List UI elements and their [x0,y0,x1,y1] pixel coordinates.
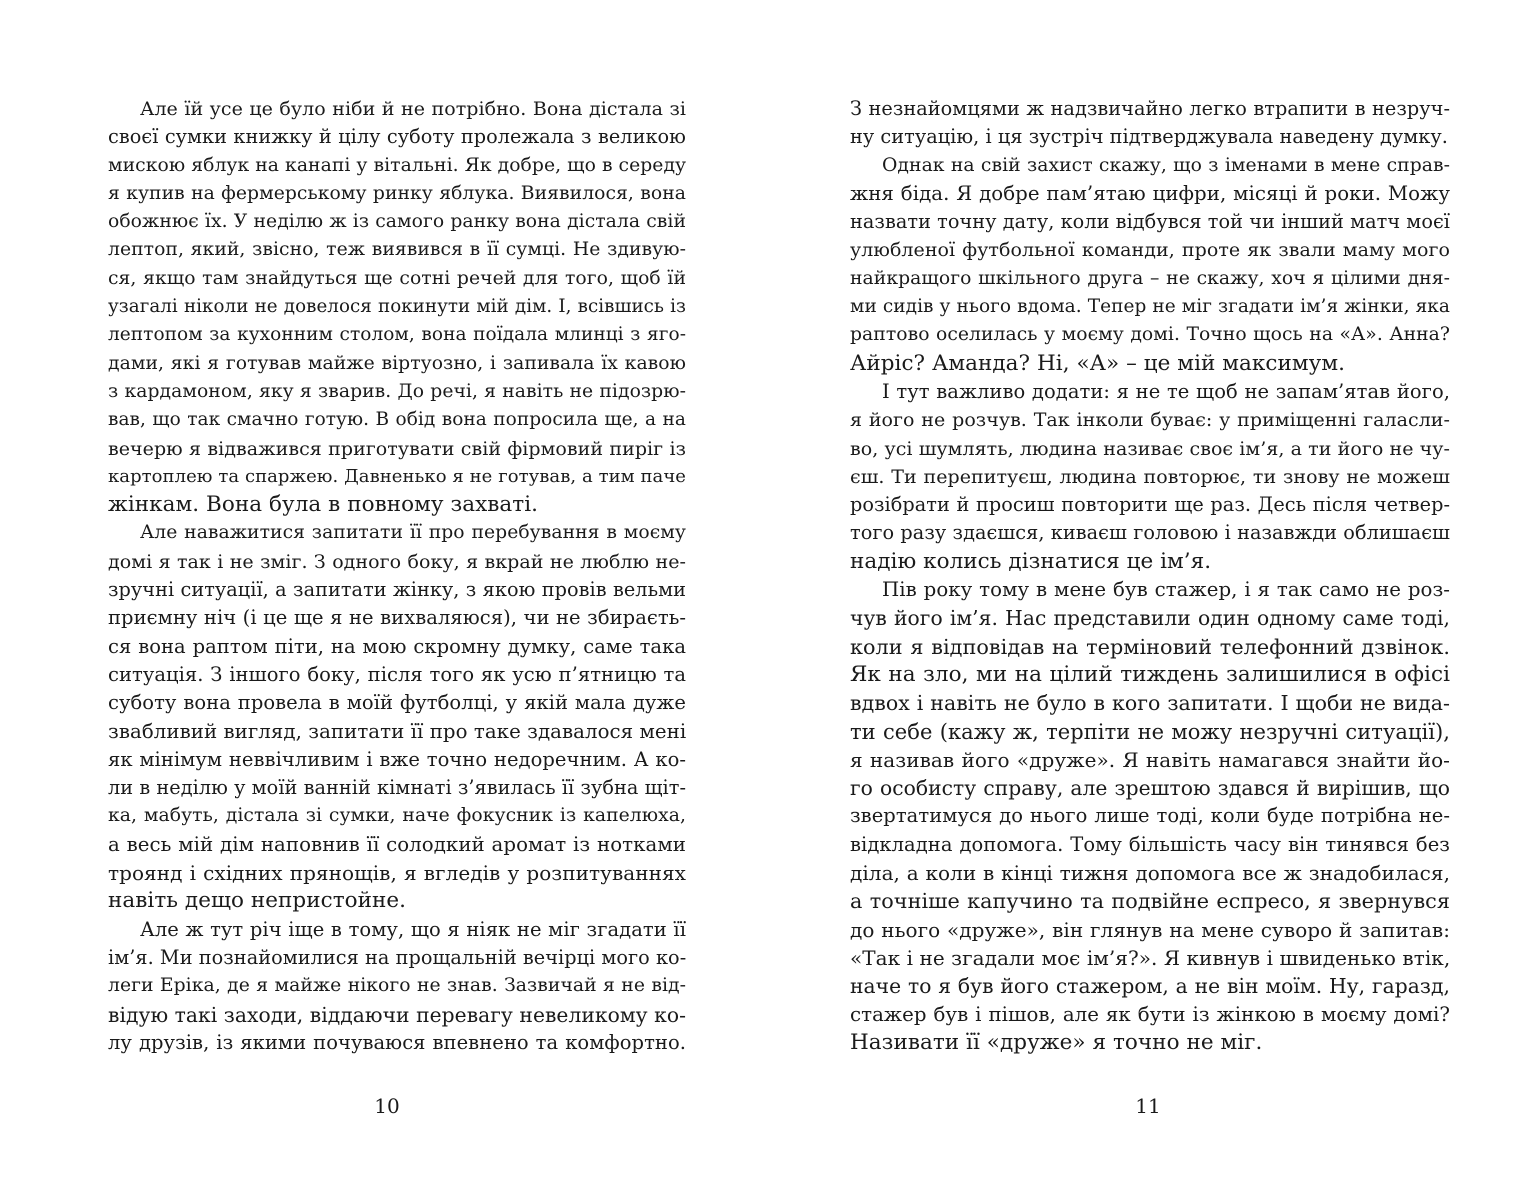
left-page-text [108,95,686,1057]
text-line: І тут важливо додати: я не те щоб не запам’ятав його, [882,379,1450,403]
text-line: єш. Ти перепитуєш, людина повторює, ти знову не можеш [850,465,1450,488]
text-line: вечерю я відважився приготувати свій фірмовий пиріг із [108,437,686,460]
text-line: Як на зло, ми на цілий тиждень залишилися в офісі [850,661,1450,687]
text-line: ли в неділю у моїй ванній кімнаті з’явилась її зубна щіт- [108,776,686,800]
text-line: я його не розчув. Так інколи буває: у приміщенні галасли- [850,409,1450,432]
text-line: леги Еріка, де я майже нікого не знав. Зазвичай я не від- [108,975,686,997]
text-line: лептопом за кухонним столом, вона поїдала млинці з яго- [108,324,686,346]
text-line: во, усі шумлять, людина називає своє ім’я, а ти його не чу- [850,437,1450,460]
text-line: приємну ніч (і це ще я не вихваляюся), чи не збираєть- [108,606,686,630]
text-line: лептоп, який, звісно, теж виявився в її сумці. Не здивую- [108,239,686,261]
text-line: картоплею та спаржею. Давненько я не готував, а тим паче [108,465,686,487]
text-line: ситуація. З іншого боку, після того як усю п’ятницю та [108,662,686,686]
text-line: ми сидів у нього вдома. Тепер не міг згадати ім’я жінки, яка [850,296,1450,318]
text-line: вав, що так смачно готую. В обід вона попросила ще, а на [108,409,686,431]
text-line: Але ж тут річ іще в тому, що я ніяк не міг згадати її [140,917,686,941]
text-line: з кардамоном, яку я зварив. До речі, я навіть не підозрю- [108,380,686,402]
text-line: улюбленої футбольної команди, проте як звали маму мого [850,239,1450,262]
text-line: я купив на фермерському ринку яблука. Виявилося, вона [108,182,686,204]
text-line: звабливий вигляд, запитати її про таке здавалося мені [108,719,687,743]
text-line: наче то я був його стажером, а не він моїм. Ну, гаразд, [850,974,1450,999]
text-line: обожнює їх. У неділю ж із самого ранку вона дістала свій [108,211,686,233]
text-line: своєї сумки книжку й цілу суботу пролежала з великою [108,125,686,149]
text-line: троянд і східних прянощів, я вгледів у розпитуваннях [108,861,686,886]
text-line: жня біда. Я добре пам’ятаю цифри, місяці й роки. Можу [850,181,1450,205]
text-line: ім’я. Ми познайомилися на прощальній вечірці мого ко- [108,945,687,969]
text-line: Пів року тому в мене був стажер, і я так само не роз- [882,578,1450,602]
text-line: го особисту справу, але зрештою здався й вирішив, що [850,776,1450,801]
text-line: жінкам. Вона була в повному захваті. [108,492,539,518]
text-line: відую такі заходи, віддаючи перевагу невеликому ко- [108,1002,686,1027]
text-line: я називав його «друже». Я навіть намагався знайти йо- [850,747,1450,772]
text-line: ся, якщо там знайдуться ще сотні речей для того, щоб їй [108,267,686,289]
text-line: навіть дещо непристойне. [108,888,407,914]
right-page-text [850,95,1450,1057]
text-line: розібрати й просиш повторити ще раз. Десь після четвер- [850,493,1450,517]
text-line: ся вона раптом піти, на мою скромну думку, саме така [108,634,686,658]
page-number-left: 10 [374,1094,400,1118]
text-line: до нього «друже», він глянув на мене суворо й запитав: [850,917,1450,942]
text-line: стажер був і пішов, але як бути із жінкою в моєму домі? [850,1002,1450,1026]
text-line: суботу вона провела в моїй футболці, у якій мала дуже [108,691,686,715]
text-line: мискою яблук на канапі у вітальні. Як добре, що в середу [108,154,687,176]
text-line: ти себе (кажу ж, терпіти не можу незручні ситуації), [850,719,1450,744]
text-line: Айріс? Аманда? Ні, «А» – це мій максимум. [850,350,1346,376]
text-line: а весь мій дім наповнив її солодкий аромат із нотками [108,832,686,856]
text-line: найкращого шкільного друга – не скажу, хоч я цілими дня- [850,267,1450,289]
text-line: вдвох і навіть не було в кого запитати. І щоби не вида- [850,691,1450,716]
text-line: Але їй усе це було ніби й не потрібно. Вона дістала зі [140,98,686,120]
text-line: узагалі ніколи не довелося покинути мій дім. І, всівшись із [108,296,686,318]
text-line: відкладна допомога. Тому більшість часу він тинявся без [850,832,1450,856]
text-line: ка, мабуть, дістала зі сумки, наче фокусник із капелюха, [108,805,686,827]
text-line: З незнайомцями ж надзвичайно легко втрапити в незруч- [850,97,1450,120]
text-line: чув його ім’я. Нас представили один одному саме тоді, [850,606,1450,631]
text-line: а точніше капучино та подвійне еспресо, я звернувся [850,889,1450,914]
text-line: дами, які я готував майже віртуозно, і запивала їх кавою [108,352,686,374]
text-line: діла, а коли в кінці тижня допомога все ж знадобилася, [850,861,1450,886]
page-number-right: 11 [1135,1094,1161,1118]
text-line: Але наважитися запитати її про перебування в моєму [140,522,686,544]
text-line: назвати точну дату, коли відбувся той чи інший матч моєї [850,210,1450,234]
text-line: як мінімум неввічливим і вже точно недоречним. А ко- [108,747,686,771]
text-line: ну ситуацію, і ця зустріч підтверджувала наведену думку. [850,125,1448,149]
text-line: раптово оселилась у моєму домі. Точно щось на «А». Анна? [850,324,1450,346]
text-line: Однак на свій захист скажу, що з іменами в мене справ- [882,154,1450,176]
text-line: лу друзів, із якими почуваюся впевнено та комфортно. [108,1030,686,1054]
text-line: коли я відповідав на терміновий телефонний дзвінок. [850,634,1450,659]
text-line: того разу здаєшся, киваєш головою і назавжди облишаєш [850,521,1450,545]
text-line: надію колись дізнатися це ім’я. [850,548,1212,574]
text-line: домі я так і не зміг. З одного боку, я вкрай не люблю не- [108,550,686,573]
text-line: звертатимуся до нього лише тоді, коли буде потрібна не- [850,804,1450,828]
text-line: Називати її «друже» я точно не міг. [850,1029,1263,1055]
text-line: зручні ситуації, а запитати жінку, з якою провів вельми [108,578,686,602]
text-line: «Так і не згадали моє ім’я?». Я кивнув і швиденько втік, [850,945,1451,970]
